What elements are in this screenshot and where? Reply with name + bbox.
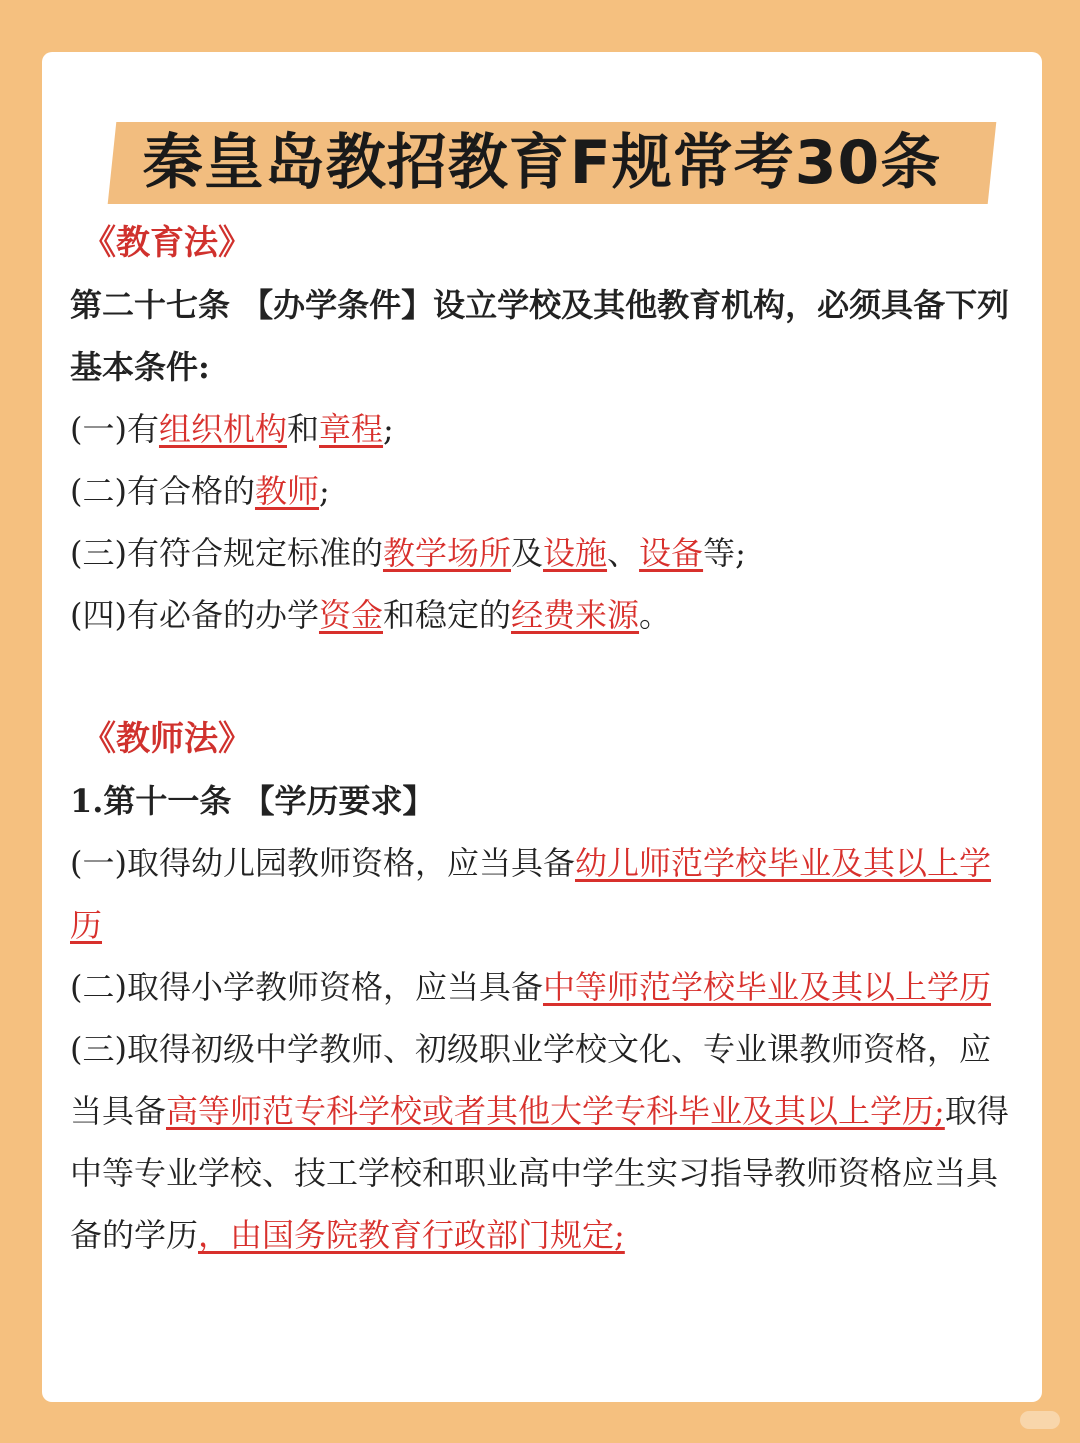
item-text: (一)有 [70, 410, 159, 448]
item-text: (四)有必备的办学 [70, 596, 319, 634]
section-heading-teachers-law: 《教师法》 [82, 719, 252, 759]
section-spacer [70, 646, 1014, 708]
key-term: 组织机构 [158, 410, 287, 448]
list-item [70, 584, 1014, 646]
title-banner [72, 100, 1012, 230]
key-term: 章程 [319, 410, 384, 448]
key-term: 教学场所 [382, 534, 511, 572]
item-text: 和 [287, 410, 320, 448]
key-term: 经费来源 [511, 596, 640, 634]
key-term: 高等师范专科学校或者其他大学专科毕业及其以上学历; [166, 1092, 945, 1130]
key-term: 幼儿师范学校毕业及其以上学历 [70, 844, 991, 944]
key-term: 教师 [254, 472, 319, 510]
document-body [70, 212, 1014, 1266]
list-item [70, 832, 1014, 956]
item-text: 。 [639, 596, 672, 634]
item-text: 及 [511, 534, 544, 572]
item-text: 等; [703, 534, 746, 572]
item-text: 、 [607, 534, 640, 572]
item-text: 取得中等专业学校、技工学校和职业高中学生实习指导教师资格应当具备的学历 [70, 1092, 1009, 1254]
page-title: 秦皇岛教招教育F规常考30条 [142, 128, 942, 198]
item-text: (三)有符合规定标准的 [70, 534, 383, 572]
article-27: 第二十七条 【办学条件】设立学校及其他教育机构，必须具备下列基本条件: [70, 286, 1010, 386]
key-term: 资金 [318, 596, 383, 634]
item-text: 和稳定的 [383, 596, 512, 634]
article-11: 1.第十一条 【学历要求】 [70, 782, 435, 820]
list-item [70, 1018, 1014, 1266]
list-item [70, 398, 1014, 460]
list-item [70, 522, 1014, 584]
list-item [70, 460, 1014, 522]
item-text: ; [383, 410, 394, 448]
item-text: (二)有合格的 [70, 472, 255, 510]
list-item [70, 956, 1014, 1018]
item-text: (三)取得初级中学教师、初级职业学校文化、专业课教师资格，应当具备 [70, 1030, 991, 1130]
content-card [42, 52, 1042, 1402]
item-text: ; [319, 472, 330, 510]
watermark [1020, 1411, 1060, 1429]
key-term: 中等师范学校毕业及其以上学历 [542, 968, 991, 1006]
section-heading-education-law: 《教育法》 [82, 223, 252, 263]
item-text: (二)取得小学教师资格，应当具备 [70, 968, 543, 1006]
key-term: ，由国务院教育行政部门规定; [198, 1216, 625, 1254]
key-term: 设施 [543, 534, 608, 572]
item-text: (一)取得幼儿园教师资格，应当具备 [70, 844, 575, 882]
key-term: 设备 [639, 534, 704, 572]
